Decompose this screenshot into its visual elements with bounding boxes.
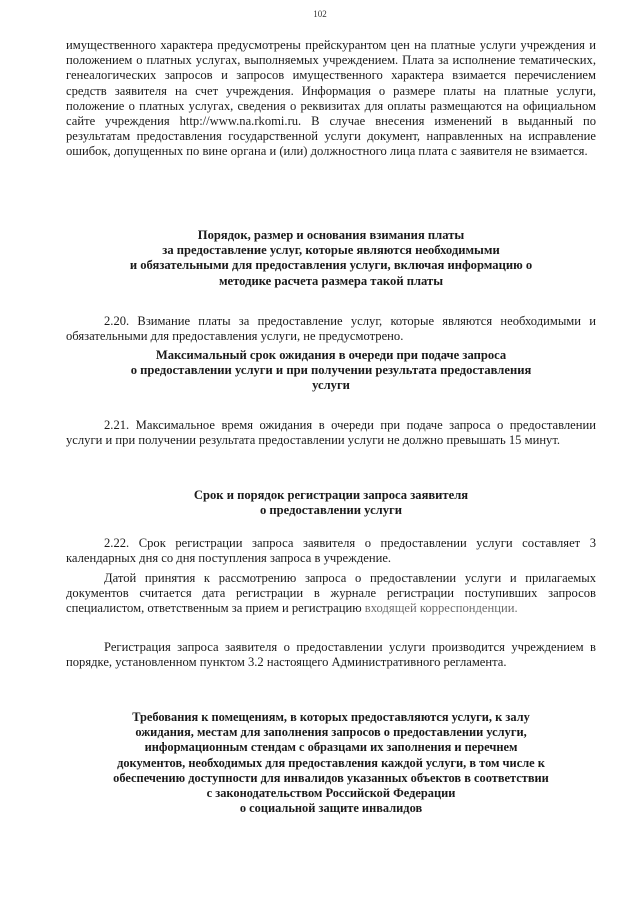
heading-premises-line-2: ожидания, местам для заполнения запросов о предоставлении услуги, (135, 725, 527, 740)
paragraph-2-21 (66, 418, 596, 448)
paragraph-acceptance-text (66, 571, 596, 617)
heading-premises-line-1: Требования к помещениям, в которых предоставляются услуги, к залу (132, 710, 530, 724)
paragraph-acceptance-tail: входящей корреспонденции. (364, 601, 518, 616)
paragraph-registration-text: Регистрация запроса заявителя о предоставлении услуги производится учреждением в порядке, установленном пунктом 3.2 настоящего Административного регламента. (66, 640, 596, 670)
intro-paragraph (66, 38, 596, 160)
heading-fee-line-2: за предоставление услуг, которые являются необходимыми (162, 243, 500, 258)
paragraph-acceptance (66, 571, 596, 617)
paragraph-2-22-text: 2.22. Срок регистрации запроса заявителя о предоставлении услуги составляет 3 календарных дня со дня поступления запроса в учреждение. (66, 536, 596, 566)
paragraph-2-20-text: 2.20. Взимание платы за предоставление услуг, которые являются необходимыми и обязательными для предоставления услуги, не предусмотрено. (66, 314, 596, 344)
heading-fee-line-1: Порядок, размер и основания взимания платы (197, 228, 465, 242)
intro-paragraph-text: имущественного характера предусмотрены прейскурантом цен на платные услуги учреждения и положением о платных услугах, выполняемых учреждением. Плата за исполнение тематических, генеалогических запросов и запросов имущественного характера взимается перечислением средств заявителя на счет учреждения. Информация о размере платы на платные услуги, положение о платных услугах, сведения о реквизитах для оплаты размещаются на официальном сайте учреждения http://www.na.rkomi.ru. В случае внесения изменений в выданный по результатам предоставления государственной услуги документ, направленных на исправление ошибок, допущенных по вине органа и (или) должностного лица плата с заявителя не взимается. (66, 38, 596, 159)
heading-registration-line-1: Срок и порядок регистрации запроса заявителя (193, 488, 469, 502)
paragraph-2-21-text: 2.21. Максимальное время ожидания в очереди при подаче запроса о предоставлении услуги и при получении результата предоставлении услуги не должно превышать 15 минут. (66, 418, 596, 448)
heading-premises-line-7: о социальной защите инвалидов (239, 801, 423, 816)
heading-premises-line-6: с законодательством Российской Федерации (206, 786, 456, 801)
page-number: 102 (313, 9, 327, 19)
heading-premises (66, 710, 596, 816)
heading-premises-line-5: обеспечению доступности для инвалидов указанных объектов в соответствии (113, 770, 549, 785)
paragraph-registration (66, 640, 596, 670)
paragraph-2-22 (66, 536, 596, 566)
heading-fee (66, 228, 596, 289)
paragraph-2-20 (66, 314, 596, 344)
heading-wait (66, 348, 596, 394)
heading-registration (66, 488, 596, 518)
heading-registration-line-2: о предоставлении услуги (259, 503, 403, 518)
heading-fee-line-4: методике расчета размера такой платы (218, 273, 444, 288)
paragraph-acceptance-main: Датой принятия к рассмотрению запроса о предоставлении услуги и прилагаемых документов считается дата регистрации в журнале регистрации поступивших запросов специалистом, ответственным за прием и регистрацию (66, 571, 596, 616)
heading-fee-line-3: и обязательными для предоставления услуги, включая информацию о (129, 258, 533, 273)
heading-premises-line-3: информационным стендам с образцами их заполнения и перечнем (144, 740, 518, 755)
heading-wait-line-1: Максимальный срок ожидания в очереди при подаче запроса (155, 348, 507, 362)
heading-premises-line-4: документов, необходимых для предоставления каждой услуги, в том числе к (117, 755, 545, 770)
heading-wait-line-2: о предоставлении услуги и при получении результата предоставления (130, 363, 532, 378)
heading-wait-line-3: услуги (312, 378, 350, 393)
